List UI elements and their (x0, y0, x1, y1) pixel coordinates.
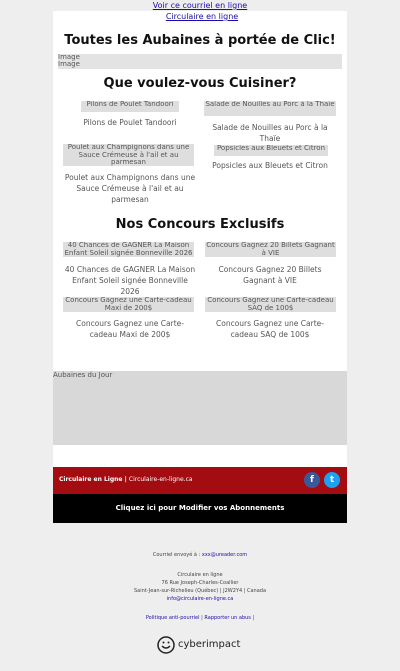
deals-alt-text: Aubaines du Jour (53, 371, 113, 379)
recipe-caption[interactable]: Pilons de Poulet Tandoori (83, 118, 177, 127)
email-card (53, 11, 347, 523)
logo-image[interactable]: Circulaire en ligne (165, 12, 239, 21)
hero-title: Toutes les Aubaines à portée de Clic! (64, 33, 336, 48)
contest-image[interactable]: Concours Gagnez une Carte-cadeau SAQ de 100$ (205, 297, 336, 312)
provider-name: cyberimpact (178, 639, 241, 650)
contest-image[interactable]: 40 Chances de GAGNER La Maison Enfant Soleil signée Bonneville 2026 (64, 242, 193, 257)
contest-caption[interactable]: Concours Gagnez une Carte-cadeau SAQ de 100$ (216, 319, 324, 339)
footer-separator: | (124, 476, 127, 483)
hero-image-alt-1: Image (58, 53, 80, 61)
cyberimpact-logo[interactable] (157, 635, 247, 655)
contests-title: Nos Concours Exclusifs (115, 217, 285, 232)
recipe-image[interactable]: Pilons de Poulet Tandoori (81, 101, 179, 112)
contest-caption[interactable]: Concours Gagnez 20 Billets Gagnant à VIE (218, 265, 322, 285)
footer-links (0, 614, 400, 622)
contest-image[interactable]: Concours Gagnez 20 Billets Gagnant à VIE (206, 242, 335, 257)
address-line-1: 76 Rue Joseph-Charles-Coallier (161, 580, 239, 586)
recipe-image[interactable]: Poulet aux Champignons dans une Sauce Crémeuse à l'ail et au parmesan (63, 144, 194, 166)
contest-image[interactable]: Concours Gagnez une Carte-cadeau Maxi de 200$ (63, 297, 194, 312)
sent-to-email-link[interactable]: xxx@ureader.com (201, 552, 248, 558)
footer-brand: Circulaire en Ligne (59, 476, 123, 483)
antispam-policy-link[interactable]: Politique anti-pourriel (145, 615, 200, 621)
report-abuse-link[interactable]: Rapporter un abus (204, 615, 251, 621)
view-online-link[interactable]: Voir ce courriel en ligne (152, 1, 248, 10)
facebook-icon[interactable]: f (304, 472, 320, 488)
footer-bar (53, 467, 347, 494)
sent-to-label: Courriel envoyé à : (152, 552, 201, 558)
address-line-2: Saint-Jean-sur-Richelieu (Québec) | J2W2Y4 | Canada (133, 588, 267, 594)
contest-caption[interactable]: Concours Gagnez une Carte-cadeau Maxi de 200$ (76, 319, 184, 339)
footer-links-separator: | (201, 615, 203, 621)
recipe-image[interactable]: Popsicles aux Bleuets et Citron (214, 145, 328, 156)
contact-email-line (0, 595, 400, 603)
recipe-caption[interactable]: Popsicles aux Bleuets et Citron (212, 161, 328, 170)
deals-of-the-day-image[interactable] (53, 371, 347, 445)
manage-subscriptions-button[interactable]: Cliquez ici pour Modifier vos Abonnements (53, 494, 347, 523)
sent-to-line (0, 551, 400, 559)
contact-email-link[interactable]: info@circulaire-en-ligne.ca (166, 596, 234, 602)
hero-image-alt-2: Image (58, 60, 80, 68)
footer-brand-line (59, 476, 193, 483)
twitter-icon[interactable]: t (324, 472, 340, 488)
recipe-caption[interactable]: Salade de Nouilles au Porc à la Thaïe (212, 123, 328, 143)
contest-caption[interactable]: 40 Chances de GAGNER La Maison Enfant Soleil signée Bonneville 2026 (64, 265, 196, 296)
recipe-image[interactable]: Salade de Nouilles au Porc à la Thaïe (204, 101, 336, 116)
cooking-title: Que voulez-vous Cuisiner? (103, 76, 297, 91)
footer-links-separator: | (252, 615, 255, 621)
recipe-caption[interactable]: Poulet aux Champignons dans une Sauce Crémeuse à l'ail et au parmesan (64, 173, 196, 204)
hero-banner[interactable] (58, 54, 342, 69)
footer-site-link[interactable]: Circulaire-en-ligne.ca (128, 476, 193, 483)
org-name: Circulaire en ligne (177, 572, 223, 578)
